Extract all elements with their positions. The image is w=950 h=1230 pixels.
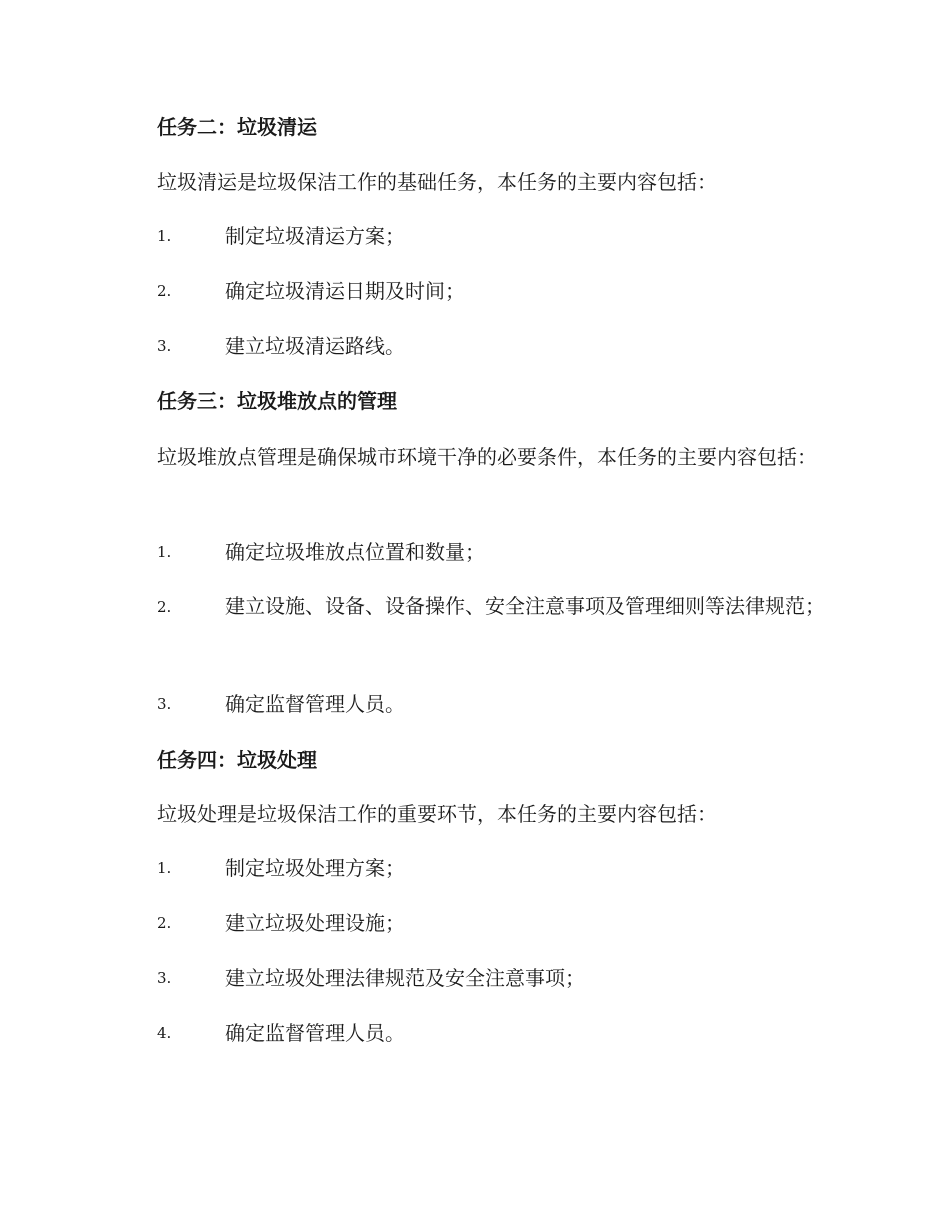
list-item [112,956,838,1001]
list-item [112,682,838,727]
list-item-number: 1. [157,859,172,877]
list-item-text: 制定垃圾清运方案； [225,224,405,248]
list-item-number: 3. [157,969,172,987]
section-intro: 垃圾堆放点管理是确保城市环境干净的必要条件，本任务的主要内容包括： [157,445,817,469]
list-item [112,846,838,891]
list-item-text: 建立垃圾处理设施； [225,911,405,935]
list-item-number: 4. [157,1024,172,1042]
list-item [112,901,838,946]
list-item [112,324,838,369]
list-item-number: 1. [157,543,172,561]
section-heading: 任务四：垃圾处理 [157,748,317,772]
section-heading: 任务二：垃圾清运 [157,115,317,139]
list-item-text: 制定垃圾处理方案； [225,856,405,880]
list-item [112,269,838,314]
list-item [112,1011,838,1056]
list-item-number: 2. [157,914,172,932]
list-item-text: 建立垃圾处理法律规范及安全注意事项； [225,966,585,990]
list-item-text: 建立设施、设备、设备操作、安全注意事项及管理细则等法律规范； [225,594,825,618]
list-item-text: 确定监督管理人员。 [225,1021,405,1045]
list-item-number: 3. [157,695,172,713]
list-item-number: 2. [157,598,172,616]
list-item-number: 3. [157,337,172,355]
list-item [112,530,838,575]
list-item-text: 确定垃圾清运日期及时间； [225,279,465,303]
list-item [112,214,838,259]
list-item-text: 建立垃圾清运路线。 [225,334,405,358]
list-item-text: 确定垃圾堆放点位置和数量； [225,540,485,564]
section-heading: 任务三：垃圾堆放点的管理 [157,389,397,413]
list-item-number: 2. [157,282,172,300]
list-item [112,585,838,628]
section-intro: 垃圾处理是垃圾保洁工作的重要环节，本任务的主要内容包括： [157,802,717,826]
section-intro: 垃圾清运是垃圾保洁工作的基础任务，本任务的主要内容包括： [157,170,717,194]
list-item-text: 确定监督管理人员。 [225,692,405,716]
list-item-number: 1. [157,227,172,245]
